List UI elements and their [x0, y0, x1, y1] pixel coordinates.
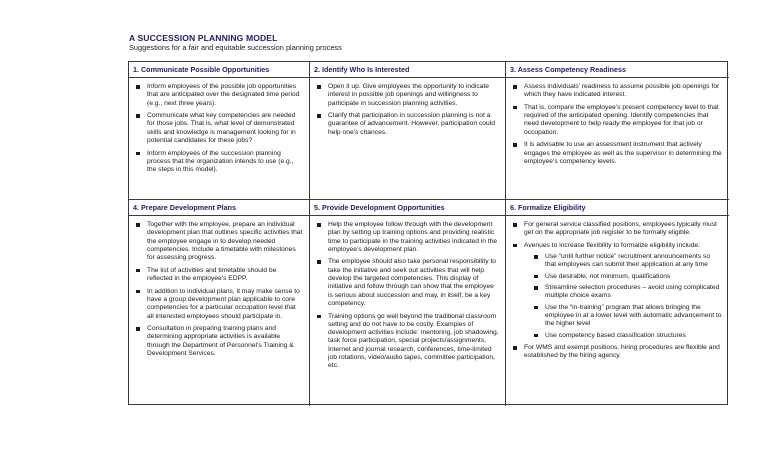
- sub-list-item: [532, 332, 723, 340]
- square-bullet-icon: [136, 152, 140, 156]
- square-bullet-icon: [317, 85, 321, 89]
- square-bullet-icon: [317, 223, 321, 227]
- list-item-text: Open it up. Give employees the opportunity to indicate interest in possible job openings and willingness to participate in succession planning activities.: [328, 83, 489, 107]
- section-cell-6: [506, 200, 729, 406]
- list-item-text: The employee should also take personal responsibility to take the initiative and seek out activities that will help develop the targeted competencies. This display of initiative and follow through can show that the employee is serious about succession and may, in itself, be a key competency.: [328, 258, 497, 307]
- sub-list-item: [532, 273, 723, 281]
- square-bullet-icon: [317, 315, 321, 319]
- square-bullet-icon: [534, 275, 538, 279]
- list-item-text: The list of activities and timetable should be reflected in the employee’s EDPP.: [147, 266, 277, 283]
- square-bullet-icon: [136, 290, 140, 294]
- sub-list-item-text: Use the “in-training” program that allows bringing the employee in at a lower level with automatic advancement to the higher level: [545, 303, 722, 328]
- list-item: [134, 267, 303, 284]
- bullet-list: [129, 216, 309, 358]
- section-cell-2: [310, 62, 506, 200]
- bullet-list: [310, 78, 505, 137]
- page-title: A SUCCESSION PLANNING MODEL: [129, 33, 278, 43]
- sub-list-item-text: Use desirable, not minimum, qualifications: [545, 272, 671, 280]
- section-cell-3: [506, 62, 729, 200]
- list-item: [315, 221, 499, 254]
- sub-bullet-list: [524, 253, 723, 340]
- square-bullet-icon: [136, 85, 140, 89]
- square-bullet-icon: [534, 286, 538, 290]
- section-heading: 4. Prepare Development Plans: [129, 200, 309, 216]
- section-cell-4: [129, 200, 310, 406]
- list-item: [315, 313, 499, 371]
- bullet-list: [506, 78, 729, 166]
- list-item: [511, 221, 723, 238]
- list-item-text: Avenues to increase flexibility to formalize eligibility include:: [524, 241, 701, 249]
- list-item: [134, 150, 303, 175]
- square-bullet-icon: [513, 346, 517, 350]
- section-cell-1: [129, 62, 310, 200]
- section-heading: 1. Communicate Possible Opportunities: [129, 62, 309, 78]
- bullet-list: [129, 78, 309, 175]
- list-item-text: Assess individuals’ readiness to assume possible job openings for which they have indicated interest.: [524, 83, 720, 99]
- list-item-text: Inform employees of the succession planning process that the organization intends to use (e.g., the steps in this model).: [147, 149, 294, 174]
- list-item: [511, 141, 723, 166]
- square-bullet-icon: [534, 306, 538, 310]
- sub-list-item: [532, 253, 723, 270]
- square-bullet-icon: [317, 114, 321, 118]
- planning-model-table: [128, 61, 728, 405]
- sub-list-item-text: Use “until further notice” recruitment announcements so that employees can submit their application at any time: [545, 253, 711, 269]
- square-bullet-icon: [513, 85, 517, 89]
- square-bullet-icon: [317, 260, 321, 264]
- list-item: [315, 112, 499, 137]
- list-item-text: Inform employees of the possible job opportunities that are anticipated over the designated time period (e.g., next three years).: [147, 83, 300, 107]
- bullet-list: [506, 216, 729, 361]
- sub-list-item: [532, 304, 723, 329]
- list-item: [511, 344, 723, 361]
- square-bullet-icon: [534, 334, 538, 338]
- section-heading: 6. Formalize Eligibility: [506, 200, 729, 216]
- list-item: [134, 325, 303, 358]
- list-item-text: That is, compare the employee’s present competency level to that required of the anticipated opening. Identify competencies that need development to help ready the employee for that job or occupation.: [524, 103, 719, 136]
- sub-list-item-text: Use competency based classification structures: [545, 331, 686, 339]
- list-item-text: Clarify that participation in succession planning is not a guarantee of advancement. However, participation could help one’s chances.: [328, 112, 495, 136]
- list-item-text: Communicate what key competencies are needed for those jobs. That is, what level of demonstrated skills and knowledge is management looking for in potential candidates for these jobs?: [147, 112, 296, 145]
- sub-list-item-text: Streamline selection procedures – avoid using complicated multiple choice exams: [545, 284, 720, 300]
- list-item-text: Consultation in preparing training plans and determining appropriate activities is available through the Department of Personnel’s Training & Development Services.: [147, 325, 294, 358]
- list-item: [511, 83, 723, 100]
- square-bullet-icon: [534, 255, 538, 259]
- section-cell-5: [310, 200, 506, 406]
- section-heading: 5. Provide Development Opportunities: [310, 200, 505, 216]
- list-item: [134, 112, 303, 145]
- square-bullet-icon: [513, 143, 517, 147]
- square-bullet-icon: [513, 223, 517, 227]
- list-item: [134, 288, 303, 321]
- section-heading: 2. Identify Who Is Interested: [310, 62, 505, 78]
- list-item: [315, 83, 499, 108]
- square-bullet-icon: [136, 223, 140, 227]
- square-bullet-icon: [136, 114, 140, 118]
- list-item-text: For WMS and exempt positions, hiring procedures are flexible and established by the hiring agency.: [524, 344, 720, 360]
- list-item-text: Together with the employee, prepare an individual development plan that outlines specific activities that the employee engage in to develop needed competencies. Include a timetable with milestones for assessing progress.: [147, 221, 303, 262]
- section-heading: 3. Assess Competency Readiness: [506, 62, 729, 78]
- square-bullet-icon: [513, 106, 517, 110]
- list-item-text: Training options go well beyond the traditional classroom setting and do not have to be costly. Examples of development activities include: mentoring, job shadowing, task force participation, special projects/assignments, Internet and journal research, conferences, time-limited job rotations, video/audio tapes, committee participation, etc.: [328, 312, 499, 370]
- square-bullet-icon: [136, 327, 140, 331]
- list-item-text: Help the employee follow through with the development plan by setting up training options and providing realistic time to participate in the training activities indicated in the employee’s development plan.: [328, 221, 498, 253]
- square-bullet-icon: [136, 269, 140, 273]
- list-item-text: For general service classified positions, employees typically must get on the appropriate job register to be formally eligible.: [524, 221, 717, 237]
- list-item: [315, 258, 499, 308]
- list-item: [511, 242, 723, 340]
- square-bullet-icon: [513, 244, 517, 248]
- list-item-text: It is advisable to use an assessment instrument that actively engages the employee as well as the supervisor in determining the employee’s competency levels.: [524, 141, 722, 165]
- page-subtitle: Suggestions for a fair and equitable succession planning process: [129, 43, 342, 52]
- list-item: [134, 221, 303, 262]
- sub-list-item: [532, 284, 723, 301]
- list-item: [511, 104, 723, 137]
- list-item-text: In addition to individual plans, it may make sense to have a group development plan applicable to core competencies for a particular occupation level that all interested employees should participate in.: [147, 287, 300, 320]
- bullet-list: [310, 216, 505, 371]
- list-item: [134, 83, 303, 108]
